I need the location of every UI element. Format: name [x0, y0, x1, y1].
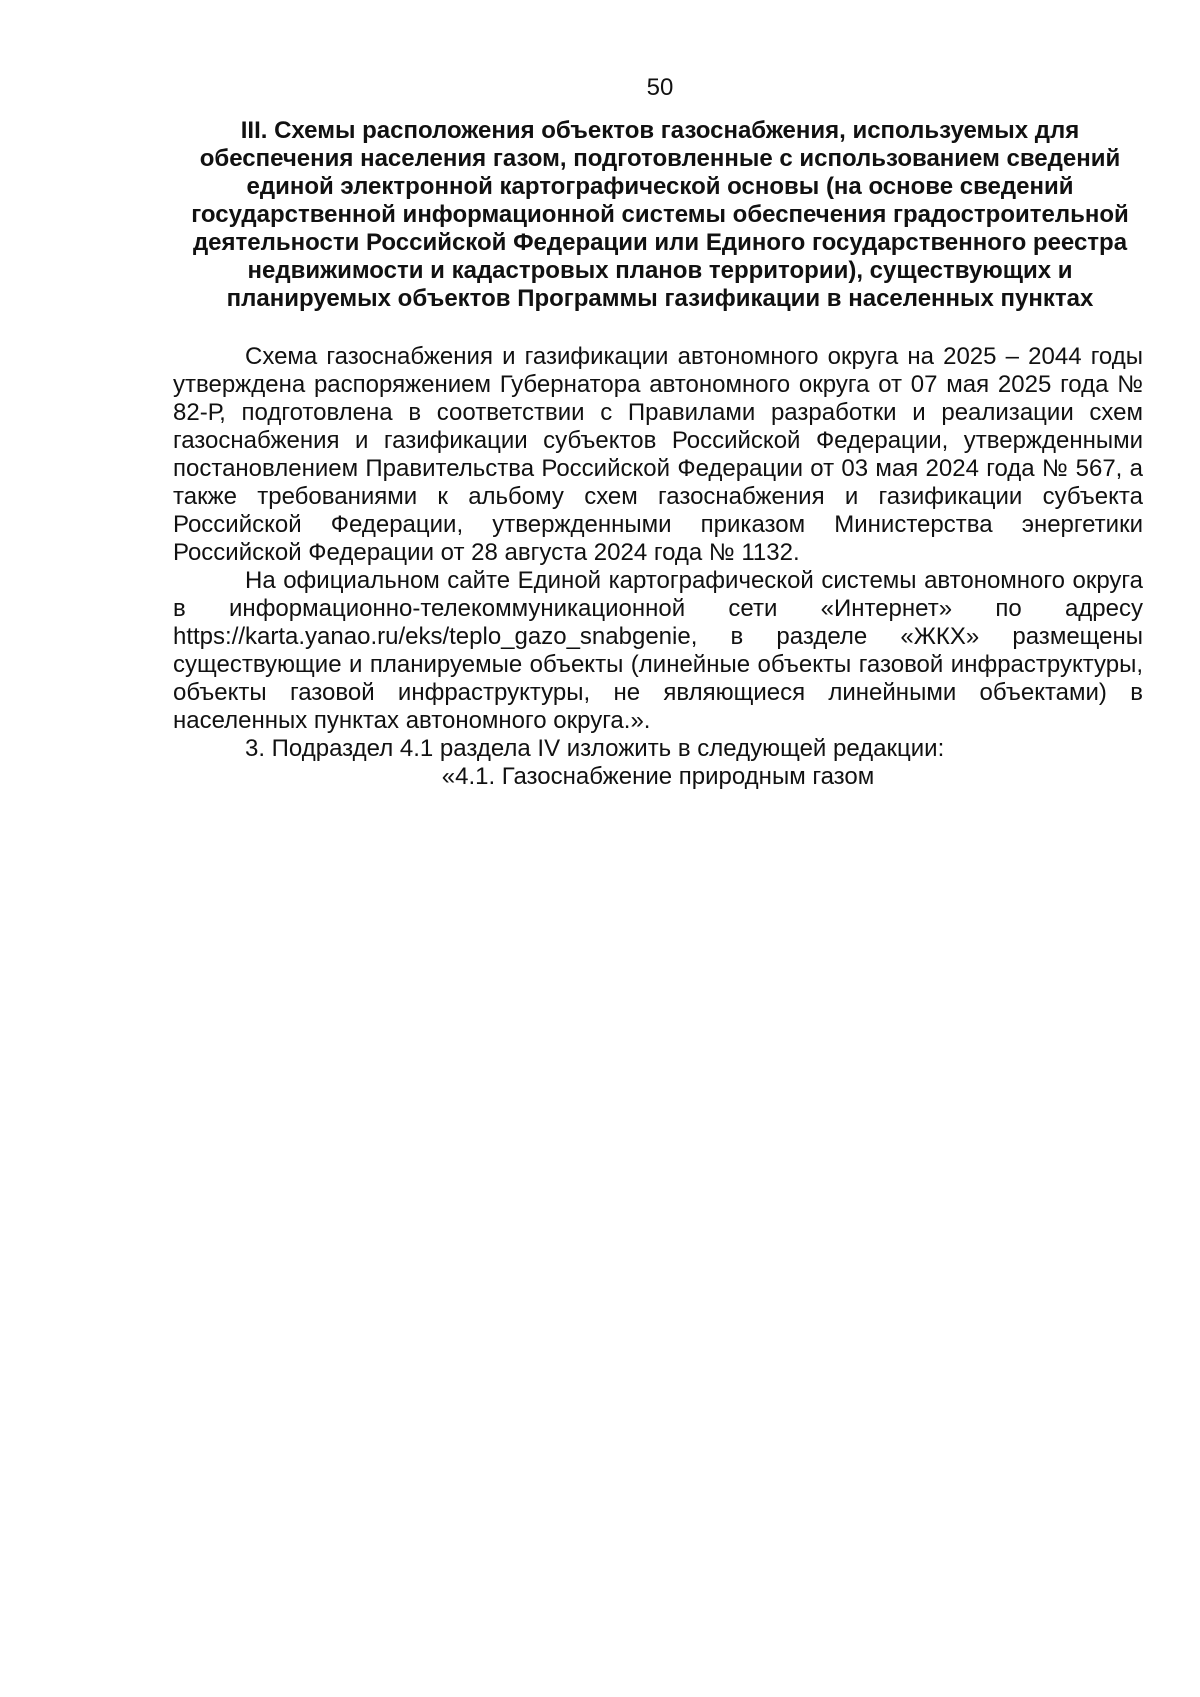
- section-heading: III. Схемы расположения объектов газоснабжения, используемых для обеспечения населения газом, подготовленные с использованием сведений единой электронной картографической основы (на основе сведений государственной информационной системы обеспечения градостроительной деятельности Российской Федерации или Единого государственного реестра недвижимости и кадастровых планов территории), существующих и планируемых объектов Программы газификации в населенных пунктах: [191, 117, 1129, 312]
- paragraph-gas-scheme: Схема газоснабжения и газификации автономного округа на 2025 – 2044 годы утверждена распоряжением Губернатора автономного округа от 07 мая 2025 года № 82-Р, подготовлена в соответствии с Правилами разработки и реализации схем газоснабжения и газификации субъектов Российской Федерации, утвержденными постановлением Правительства Российской Федерации от 03 мая 2024 года № 567, а также требованиями к альбому схем газоснабжения и газификации субъекта Российской Федерации, утвержденными приказом Министерства энергетики Российской Федерации от 28 августа 2024 года № 1132.: [173, 343, 1143, 566]
- subsection-title: «4.1. Газоснабжение природным газом: [441, 763, 875, 790]
- paragraph-amendment: 3. Подраздел 4.1 раздела IV изложить в следующей редакции:: [245, 735, 945, 762]
- document-body: [173, 343, 1143, 791]
- page-number: 50: [646, 74, 674, 101]
- paragraph-website: На официальном сайте Единой картографической системы автономного округа в информационно-телекоммуникационной сети «Интернет» по адресу https://karta.yanao.ru/eks/teplo_gazo_snabgenie, в разделе «ЖКХ» размещены существующие и планируемые объекты (линейные объекты газовой инфраструктуры, объекты газовой инфраструктуры, не являющиеся линейными объектами) в населенных пунктах автономного округа.».: [173, 567, 1143, 734]
